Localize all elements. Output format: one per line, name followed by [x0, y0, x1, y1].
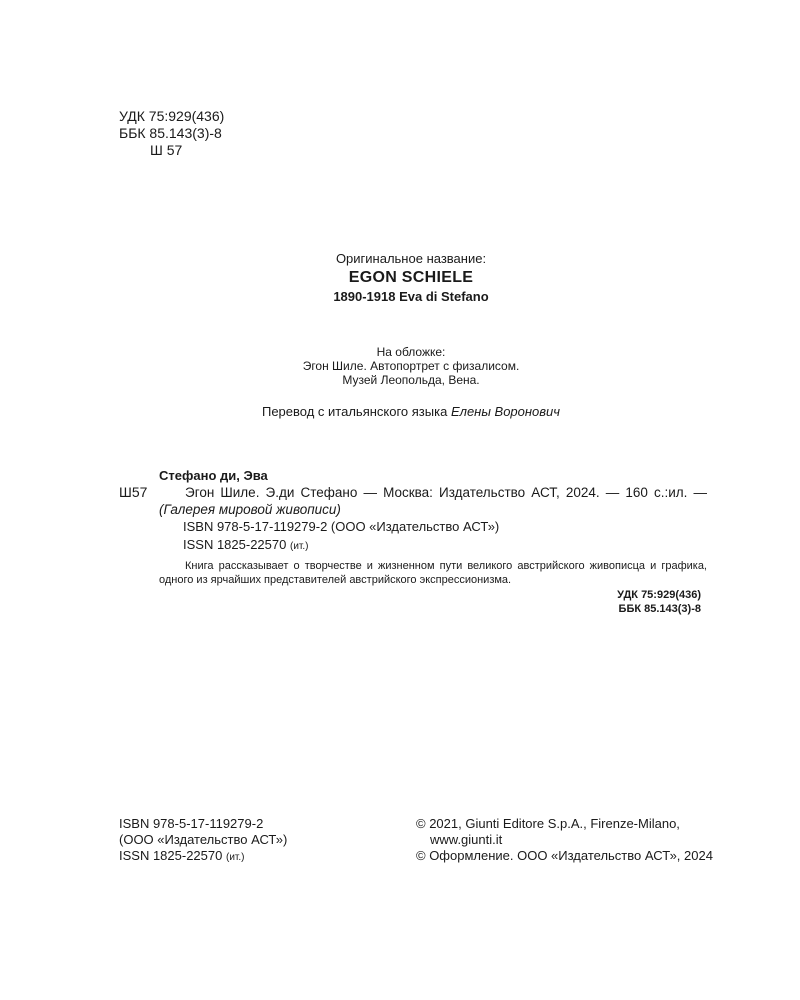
translator-name: Елены Воронович: [450, 404, 561, 419]
footer-isbn: ISBN 978-5-17-119279-2: [119, 816, 264, 831]
card-bbk: ББК 85.143(3)-8: [618, 603, 701, 615]
card-isbn: ISBN 978-5-17-119279-2 (ООО «Издательство АСТ»): [183, 519, 500, 534]
card-issn: [183, 537, 308, 555]
footer-isbn-block: [119, 816, 287, 866]
original-title-block: [0, 250, 800, 305]
udk-code: УДК 75:929(436): [119, 108, 225, 124]
translation-prefix: Перевод с итальянского языка: [261, 404, 448, 419]
original-title-label: Оригинальное название:: [335, 251, 487, 266]
card-author: Стефано ди, Эва: [159, 468, 268, 483]
card-cipher: Ш57: [119, 484, 148, 500]
card-description-text: Эгон Шиле. Э.ди Стефано — Москва: Издательство АСТ, 2024. — 160 с.:ил. —: [185, 485, 707, 500]
classification-codes: [119, 108, 224, 159]
bbk-code: ББК 85.143(3)-8: [119, 125, 222, 141]
translation-credit: [0, 404, 800, 420]
original-subtitle: 1890-1918 Eva di Stefano: [333, 289, 489, 304]
cover-info: [0, 345, 800, 387]
card-annotation: Книга рассказывает о творчестве и жизненном пути великого австрийского живописца и графика, одного из ярчайших представителей австрийского экспрессионизма.: [159, 560, 707, 586]
card-series: (Галерея мировой живописи): [159, 502, 341, 517]
footer-issn-note: (ит.): [225, 852, 245, 863]
footer-copyright-1: © 2021, Giunti Editore S.p.A., Firenze-Milano,: [416, 816, 680, 831]
cover-line-1: Эгон Шиле. Автопортрет с физалисом.: [302, 359, 520, 373]
cover-line-2: Музей Леопольда, Вена.: [342, 373, 480, 387]
card-description: [159, 484, 707, 518]
footer-issn-number: ISSN 1825-22570: [119, 848, 223, 863]
cover-label: На обложке:: [376, 345, 446, 359]
card-udk: УДК 75:929(436): [617, 589, 701, 601]
card-issn-note: (ит.): [289, 541, 309, 552]
footer-copyright-2: © Оформление. ООО «Издательство АСТ», 2024: [416, 848, 713, 863]
footer-copyright-block: [416, 816, 713, 864]
footer-publisher: (ООО «Издательство АСТ»): [119, 832, 288, 847]
footer-issn: [119, 848, 287, 866]
author-sign: Ш 57: [150, 142, 183, 158]
footer-website: www.giunti.it: [430, 832, 503, 847]
card-issn-number: ISSN 1825-22570: [183, 537, 287, 552]
original-title: EGON SCHIELE: [348, 269, 474, 286]
